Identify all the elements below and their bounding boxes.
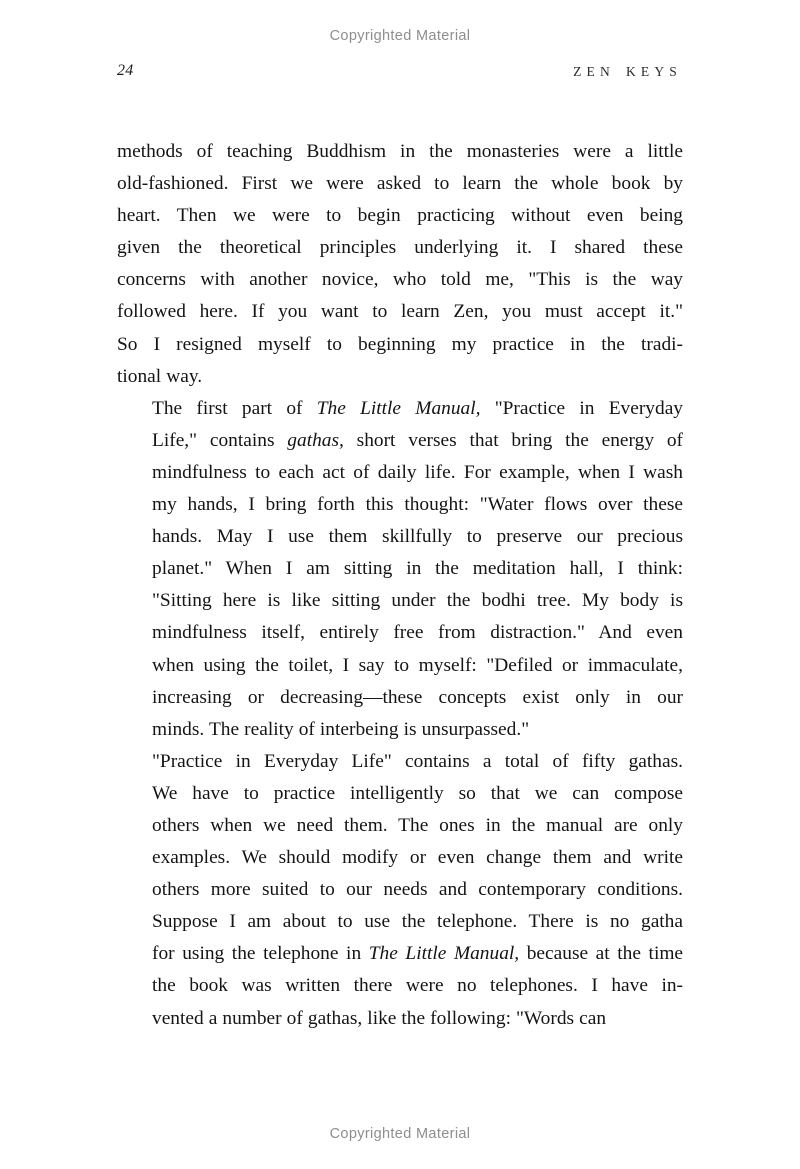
text-line: Suppose I am about to use the telephone. There is no gatha xyxy=(152,911,683,933)
text-line: given the theoretical principles underlying it. I shared these xyxy=(117,237,683,259)
text-line: my hands, I bring forth this thought: "Water flows over these xyxy=(152,494,683,516)
copyright-watermark-top: Copyrighted Material xyxy=(329,28,471,44)
text-line: We have to practice intelligently so that we can compose xyxy=(152,782,683,804)
text-line: methods of teaching Buddhism in the monasteries were a little xyxy=(117,141,683,162)
text-line: The first part of The Little Manual, "Practice in Everyday xyxy=(152,397,683,419)
text-line: mindfulness itself, entirely free from distraction." And even xyxy=(152,622,683,644)
page-number: 24 xyxy=(117,62,134,79)
text-line: others more suited to our needs and contemporary conditions. xyxy=(152,879,683,901)
body-text-block xyxy=(117,136,683,1035)
book-title-word-1: ZEN xyxy=(573,64,615,79)
text-line: examples. We should modify or even change them and write xyxy=(152,847,683,869)
text-line: planet." When I am sitting in the meditation hall, I think: xyxy=(152,558,683,580)
text-line: old-fashioned. First we were asked to learn the whole book by xyxy=(117,173,683,195)
text-line: vented a number of gathas, like the following: "Words can xyxy=(152,1007,607,1029)
text-line: followed here. If you want to learn Zen, you must accept it." xyxy=(117,301,683,323)
text-line: increasing or decreasing—these concepts exist only in our xyxy=(152,686,683,708)
para-2 xyxy=(117,393,683,746)
text-line: others when we need them. The ones in the manual are only xyxy=(152,814,683,836)
text-line: "Practice in Everyday Life" contains a total of fifty gathas. xyxy=(152,750,683,772)
text-line: tional way. xyxy=(117,365,203,387)
text-line: minds. The reality of interbeing is unsurpassed." xyxy=(152,718,530,740)
copyright-watermark-bottom: Copyrighted Material xyxy=(329,1126,471,1142)
running-head xyxy=(117,62,682,84)
book-title xyxy=(573,64,682,80)
text-line: the book was written there were no telephones. I have in- xyxy=(152,975,683,997)
text-line: mindfulness to each act of daily life. For example, when I wash xyxy=(152,461,683,483)
text-line: So I resigned myself to beginning my practice in the tradi- xyxy=(117,333,683,355)
book-title-word-2: KEYS xyxy=(625,64,682,79)
text-line: when using the toilet, I say to myself: "Defiled or immaculate, xyxy=(152,654,683,676)
text-line: concerns with another novice, who told me, "This is the way xyxy=(117,269,683,291)
text-line: for using the telephone in The Little Manual, because at the time xyxy=(152,943,684,965)
para-1 xyxy=(117,136,683,393)
text-line: heart. Then we were to begin practicing without even being xyxy=(117,205,683,227)
text-line: Life," contains gathas, short verses that bring the energy of xyxy=(152,429,683,451)
para-3 xyxy=(117,746,683,1035)
text-line: hands. May I use them skillfully to preserve our precious xyxy=(152,526,683,548)
text-line: "Sitting here is like sitting under the bodhi tree. My body is xyxy=(152,590,683,612)
